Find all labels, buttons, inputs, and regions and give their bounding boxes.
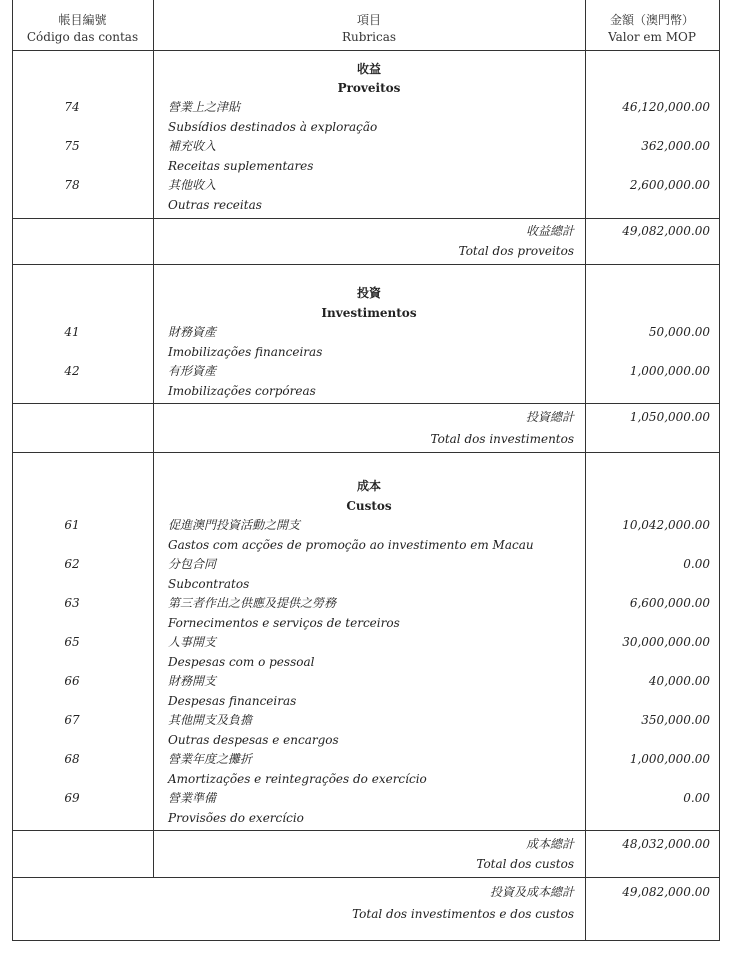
item-amount: 2,600,000.00	[629, 178, 710, 192]
item-name-zh: 營業準備	[168, 791, 217, 805]
section-title-pt: Custos	[346, 499, 392, 513]
item-name-pt: Outras despesas e encargos	[168, 733, 339, 747]
account-code: 68	[64, 752, 80, 766]
section-title-zh: 成本	[356, 479, 381, 493]
subtotal-amount: 1,050,000.00	[629, 410, 710, 424]
grand-total-amount: 49,082,000.00	[622, 885, 710, 899]
item-amount: 350,000.00	[641, 713, 710, 727]
account-code: 67	[64, 713, 80, 727]
item-amount: 50,000.00	[648, 325, 710, 339]
subtotal-label-zh: 投資總計	[525, 410, 574, 424]
account-code: 66	[64, 674, 80, 688]
item-name-pt: Imobilizações financeiras	[168, 345, 323, 359]
item-name-pt: Subsídios destinados à exploração	[168, 120, 378, 134]
item-name-pt: Outras receitas	[168, 198, 262, 212]
account-code: 41	[64, 325, 80, 339]
subtotal-amount: 49,082,000.00	[622, 224, 710, 238]
account-code: 62	[64, 557, 80, 571]
item-amount: 0.00	[683, 557, 710, 571]
item-amount: 30,000,000.00	[622, 635, 710, 649]
rule-proveitos-total-bottom	[12, 264, 720, 265]
item-name-zh: 財務開支	[168, 674, 217, 688]
account-code: 74	[64, 100, 80, 114]
section-title-zh: 投資	[356, 286, 381, 300]
item-name-zh: 財務資產	[168, 325, 217, 339]
account-code: 63	[64, 596, 80, 610]
item-name-zh: 補充收入	[168, 139, 217, 153]
subtotal-label-pt: Total dos investimentos	[430, 432, 574, 446]
item-name-pt: Despesas com o pessoal	[168, 655, 315, 669]
account-code: 42	[64, 364, 80, 378]
item-amount: 40,000.00	[648, 674, 710, 688]
item-name-zh: 營業上之津貼	[168, 100, 241, 114]
rule-custos-total-bottom	[12, 877, 720, 878]
account-code: 75	[64, 139, 80, 153]
item-name-zh: 分包合同	[168, 557, 217, 571]
rule-proveitos-total-top	[12, 218, 720, 219]
section-title-zh: 收益	[356, 62, 381, 76]
section-title-pt: Investimentos	[321, 306, 417, 320]
rule-left-edge	[12, 0, 13, 941]
item-amount: 0.00	[683, 791, 710, 805]
item-name-zh: 有形資產	[168, 364, 217, 378]
rule-table-bottom	[12, 940, 720, 941]
subtotal-label-pt: Total dos proveitos	[458, 244, 574, 258]
item-name-pt: Gastos com acções de promoção ao investimento em Macau	[168, 538, 534, 552]
section-title-pt: Proveitos	[337, 81, 401, 95]
rule-investimentos-total-top	[12, 403, 720, 404]
item-name-pt: Fornecimentos e serviços de terceiros	[168, 616, 400, 630]
rule-header-bottom	[12, 50, 720, 51]
item-amount: 362,000.00	[641, 139, 710, 153]
item-amount: 1,000,000.00	[629, 752, 710, 766]
subtotal-amount: 48,032,000.00	[622, 837, 710, 851]
account-code: 78	[64, 178, 80, 192]
header-item-zh: 項目	[356, 13, 381, 27]
rule-investimentos-total-bottom	[12, 452, 720, 453]
item-amount: 6,600,000.00	[629, 596, 710, 610]
item-name-pt: Imobilizações corpóreas	[168, 384, 316, 398]
header-code-pt: Código das contas	[26, 30, 139, 44]
item-name-zh: 人事開支	[168, 635, 217, 649]
item-name-zh: 營業年度之攤折	[168, 752, 253, 766]
item-amount: 1,000,000.00	[629, 364, 710, 378]
item-amount: 10,042,000.00	[622, 518, 710, 532]
item-name-zh: 其他開支及負擔	[168, 713, 253, 727]
item-name-pt: Provisões do exercício	[168, 811, 304, 825]
header-code-zh: 帳目編號	[58, 13, 107, 27]
item-name-pt: Despesas financeiras	[168, 694, 297, 708]
grand-total-label-zh: 投資及成本總計	[489, 885, 574, 899]
item-name-pt: Amortizações e reintegrações do exercício	[168, 772, 427, 786]
grand-total-label-pt: Total dos investimentos e dos custos	[352, 907, 574, 921]
item-name-zh: 促進澳門投資活動之開支	[168, 518, 301, 532]
account-code: 61	[64, 518, 80, 532]
header-value-zh: 金額（澳門幣）	[609, 13, 694, 27]
item-amount: 46,120,000.00	[622, 100, 710, 114]
rule-right-edge	[719, 0, 720, 941]
subtotal-label-zh: 收益總計	[525, 224, 574, 238]
account-code: 65	[64, 635, 80, 649]
rule-custos-total-top	[12, 830, 720, 831]
header-item-pt: Rubricas	[341, 30, 397, 44]
subtotal-label-zh: 成本總計	[525, 837, 574, 851]
item-name-zh: 第三者作出之供應及提供之勞務	[168, 596, 337, 610]
item-name-pt: Receitas suplementares	[168, 159, 314, 173]
header-value-pt: Valor em MOP	[608, 30, 696, 44]
subtotal-label-pt: Total dos custos	[476, 857, 574, 871]
item-name-pt: Subcontratos	[168, 577, 250, 591]
account-code: 69	[64, 791, 80, 805]
item-name-zh: 其他收入	[168, 178, 217, 192]
